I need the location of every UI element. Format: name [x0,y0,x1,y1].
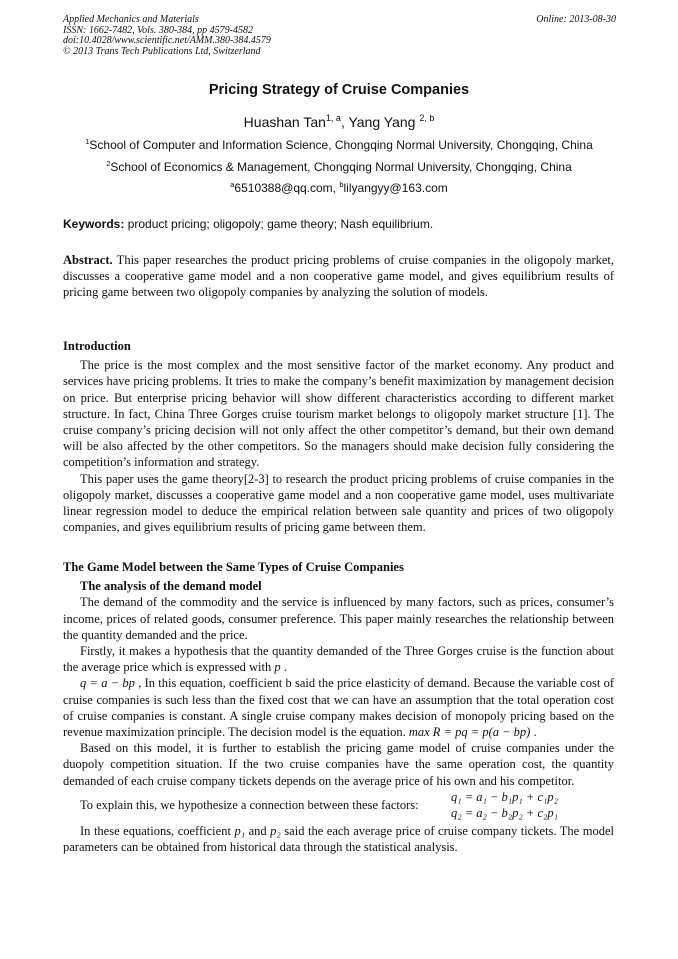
section-heading: The Game Model between the Same Types of Cruise Companies [63,560,404,574]
equation-system [451,789,558,821]
demand-paragraph-1: The demand of the commodity and the service is influenced by many factors, such as prices, consumer’s income, prices of related goods, consumer preference. This paper mainly researches the relationship between the quantity demanded and the price. [63,595,614,642]
journal-header [63,15,616,57]
author-1: Huashan Tan [243,114,326,130]
equation-q2: q₂ = a₂ − b₂p₂ + c₂p₁ [451,805,558,820]
email-line [0,181,678,195]
abstract [63,252,614,301]
author-2-sup: 2, b [419,113,435,123]
revenue-equation: max R = pq = p(a − bp) [408,725,531,740]
demand-paragraph-3 [63,675,614,740]
introduction-heading: Introduction [63,339,131,353]
keywords-label: Keywords: [63,217,125,231]
online-date: Online: 2013-08-30 [536,14,616,25]
demand-paragraph-2-text: Firstly, it makes a hypothesis that the quantity demanded of the Three Gorges cruise is the function about the average price which is expressed with [63,644,614,675]
author-separator: , [340,114,349,130]
abstract-label: Abstract. [63,253,113,267]
paper-title: Pricing Strategy of Cruise Companies [208,82,470,98]
price-variable: p [274,660,281,675]
affiliation-1 [0,138,678,152]
affiliation-1-text: School of Computer and Information Science, Chongqing Normal University, Chongqing, China [89,138,593,152]
author-2: Yang Yang [348,114,416,130]
abstract-text: This paper researches the product pricing problems of cruise companies in the oligopoly market, discusses a cooperative game model and a non cooperative game model, and gives equilibrium results of pricing game between two oligopoly companies by analyzing the solution of models. [63,253,614,300]
email-a-sup: a [230,180,235,189]
variable-p1: p₁ [234,823,246,838]
demand-paragraph-5 [63,823,614,855]
email-b-sup: b [339,180,344,189]
doi-line: doi:10.4028/www.scientific.net/AMM.380-384.4579 [63,35,271,46]
keywords [63,216,614,232]
keywords-text: product pricing; oligopoly; game theory; Nash equilibrium. [124,217,434,231]
hypothesis-equations [63,789,614,821]
paragraph-5-a: In these equations, coefficient [80,823,235,838]
game-model-section [63,559,614,855]
email-b[interactable]: lilyangyy@163.com [343,181,448,195]
author-1-sup: 1, a [325,113,341,123]
subsection-heading: The analysis of the demand model [80,579,262,594]
affiliation-1-sup: 1 [85,137,90,146]
variable-p2: p₂ [270,823,281,838]
affiliation-2 [0,160,678,174]
issn-line: ISSN: 1662-7482, Vols. 380-384, pp 4579-4582 [63,24,253,36]
author-line [0,114,678,130]
journal-name: Applied Mechanics and Materials [63,14,199,25]
equation-q1: q₁ = a₁ − b₁p₁ + c₁p₂ [451,789,558,804]
introduction-section [63,338,614,535]
introduction-paragraph-1: The price is the most complex and the most sensitive factor of the market economy. Any product and services have pricing problems. It tries to make the company’s benefit maximization by management decision on price. But enterprise pricing behavior will show different characteristics according to different market structure. In fact, China Three Gorges cruise tourism market belongs to oligopoly market structure [1]. The cruise company’s pricing decision will not only affect the other competitor’s demand, but their own demand will be also affected by the other competitors. So the managers should make decision fully considering the competition’s information and strategy. [63,358,614,470]
demand-paragraph-2 [63,643,614,675]
copyright-line: © 2013 Trans Tech Publications Ltd, Switzerland [63,45,261,57]
paragraph-5-b: and [245,823,271,838]
email-a[interactable]: 6510388@qq.com, [234,181,340,195]
revenue-equation-end: . [530,725,537,740]
demand-paragraph-3-text: , In this equation, coefficient b said the price elasticity of demand. Because the variable cost of cruise companies is such less than the fixed cost that we can have an assumption that the total operation cost of cruise companies is constant. A single cruise company makes decision of monopoly pricing based on the revenue maximization principle. The decision model is the equation. [63,676,615,740]
hypothesis-text: To explain this, we hypothesize a connection between these factors: [80,797,419,812]
demand-paragraph-4: Based on this model, it is further to establish the pricing game model of cruise companies under the duopoly competition situation. If the two cruise companies have the same operation cost, the quantity demanded of each cruise company tickets depends on the average price of his own and his competitor. [63,741,614,788]
affiliation-2-sup: 2 [106,159,111,168]
demand-paragraph-2-end: . [280,660,287,675]
introduction-paragraph-2: This paper uses the game theory[2-3] to research the product pricing problems of cruise companies in the oligopoly market, discusses a cooperative game model and a non cooperative game model, uses multivariate linear regression model to deduce the empirical relation between sale quantity and prices of two oligopoly companies, and gives equilibrium results of pricing game between them. [63,471,614,535]
affiliation-2-text: School of Economics & Management, Chongqing Normal University, Chongqing, China [110,160,572,174]
paragraph-5-c: said the each average price of cruise company tickets. The model parameters can be obtained from historical data through the statistical analysis. [63,823,614,855]
demand-equation: q = a − bp [80,676,135,691]
